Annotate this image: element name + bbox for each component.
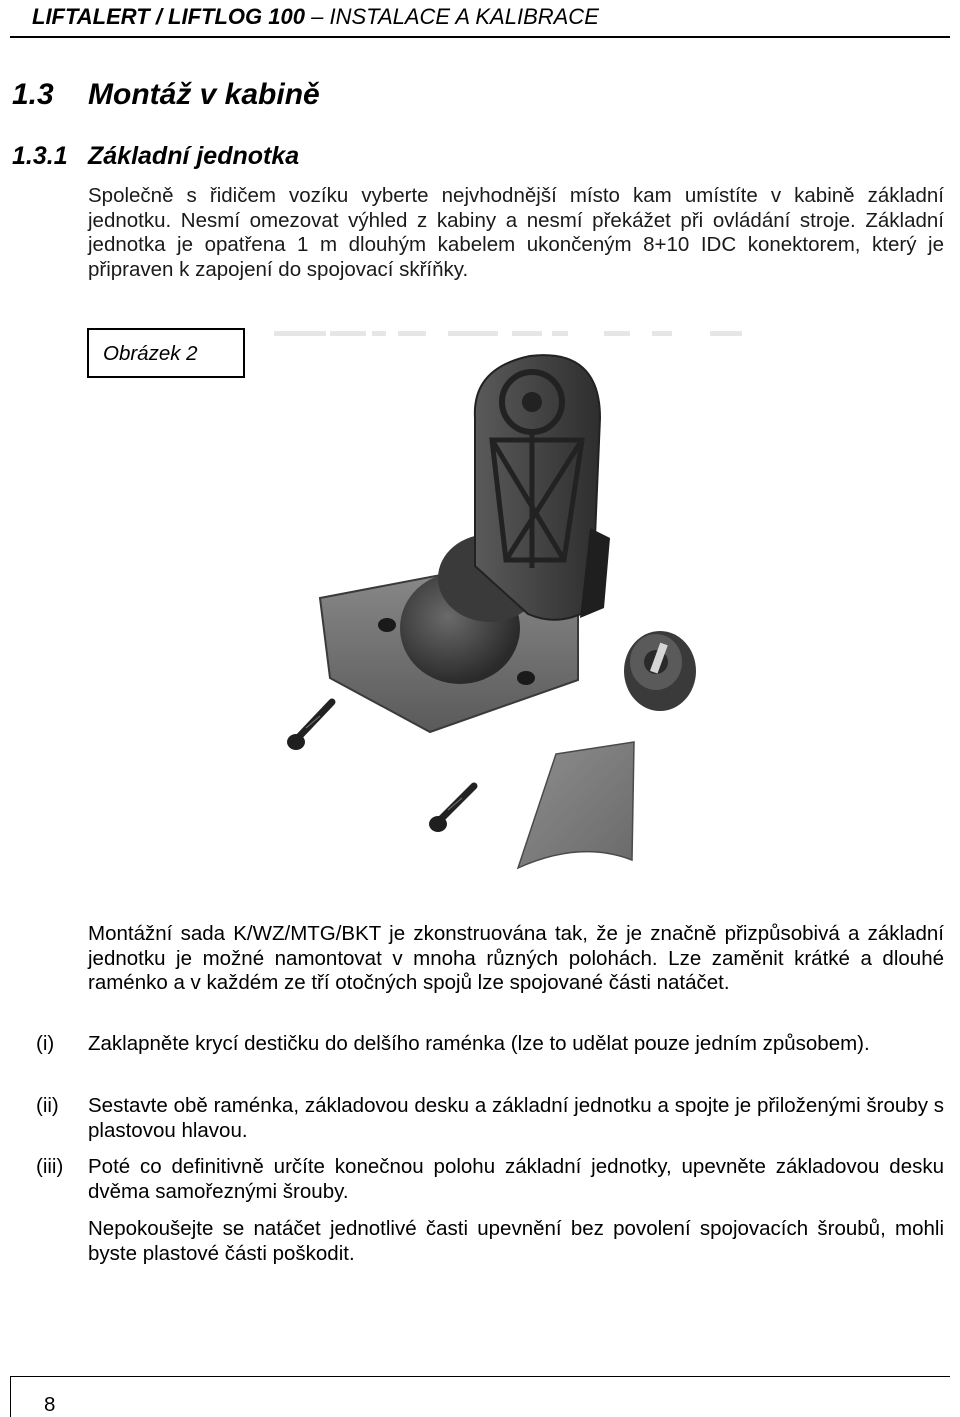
screw-left <box>287 702 332 750</box>
intro-paragraph: Společně s řidičem vozíku vyberte nejvhodnější místo kam umístíte v kabině základní jednotku. Nesmí omezovat výhled z kabiny a nesmí překážet při ovládání stroje. Základní jednotka je opatřena 1 m dlouhým kabelem ukončeným 8+10 IDC konektorem, který je připraven k zapojení do spojovací skříňky. <box>88 184 944 281</box>
figure-label: Obrázek 2 <box>87 328 245 378</box>
header-separator: – <box>311 4 324 29</box>
subsection-heading <box>12 142 299 171</box>
header-section: INSTALACE A KALIBRACE <box>329 4 599 29</box>
section-heading <box>12 78 320 112</box>
subsection-number: 1.3.1 <box>12 142 68 170</box>
noise-top <box>274 331 742 336</box>
subsection-title: Základní jednotka <box>88 142 300 170</box>
long-arm <box>475 355 610 620</box>
list-text: Poté co definitivně určíte konečnou polohu základní jednotky, upevněte základovou desku dvěma samořeznými šrouby. <box>88 1155 944 1203</box>
header-product: LIFTALERT / LIFTLOG 100 <box>32 4 305 29</box>
list-text: Sestavte obě raménka, základovou desku a základní jednotku a spojte je přiloženými šrouby s plastovou hlavou. <box>88 1094 944 1142</box>
mounting-kit-photo <box>260 328 760 898</box>
list-marker: (ii) <box>36 1094 59 1117</box>
footer-vertical-rule <box>10 1376 11 1417</box>
list-marker: (i) <box>36 1032 55 1055</box>
page-number: 8 <box>44 1393 56 1416</box>
knob <box>624 631 696 711</box>
description-paragraph: Montážní sada K/WZ/MTG/BKT je zkonstruována tak, že je značně přizpůsobivá a základní jednotku je možné namontovat v mnoha různých polohách. Lze zaměnit krátké a dlouhé raménko a v každém ze tří otočných spojů lze spojované části natáčet. <box>88 922 944 994</box>
warning-paragraph: Nepokoušejte se natáčet jednotlivé časti upevnění bez povolení spojovacích šroubů, mohli byste plastové části poškodit. <box>88 1217 944 1265</box>
running-header <box>32 4 599 30</box>
list-marker: (iii) <box>36 1155 64 1178</box>
header-divider <box>10 36 950 38</box>
footer-divider <box>10 1376 950 1377</box>
section-title: Montáž v kabině <box>88 78 320 111</box>
list-text: Zaklapněte krycí destičku do delšího raménka (lze to udělat pouze jedním způsobem). <box>88 1032 870 1055</box>
section-number: 1.3 <box>12 78 54 111</box>
screw-right <box>429 786 474 832</box>
cover-plate <box>518 742 634 868</box>
